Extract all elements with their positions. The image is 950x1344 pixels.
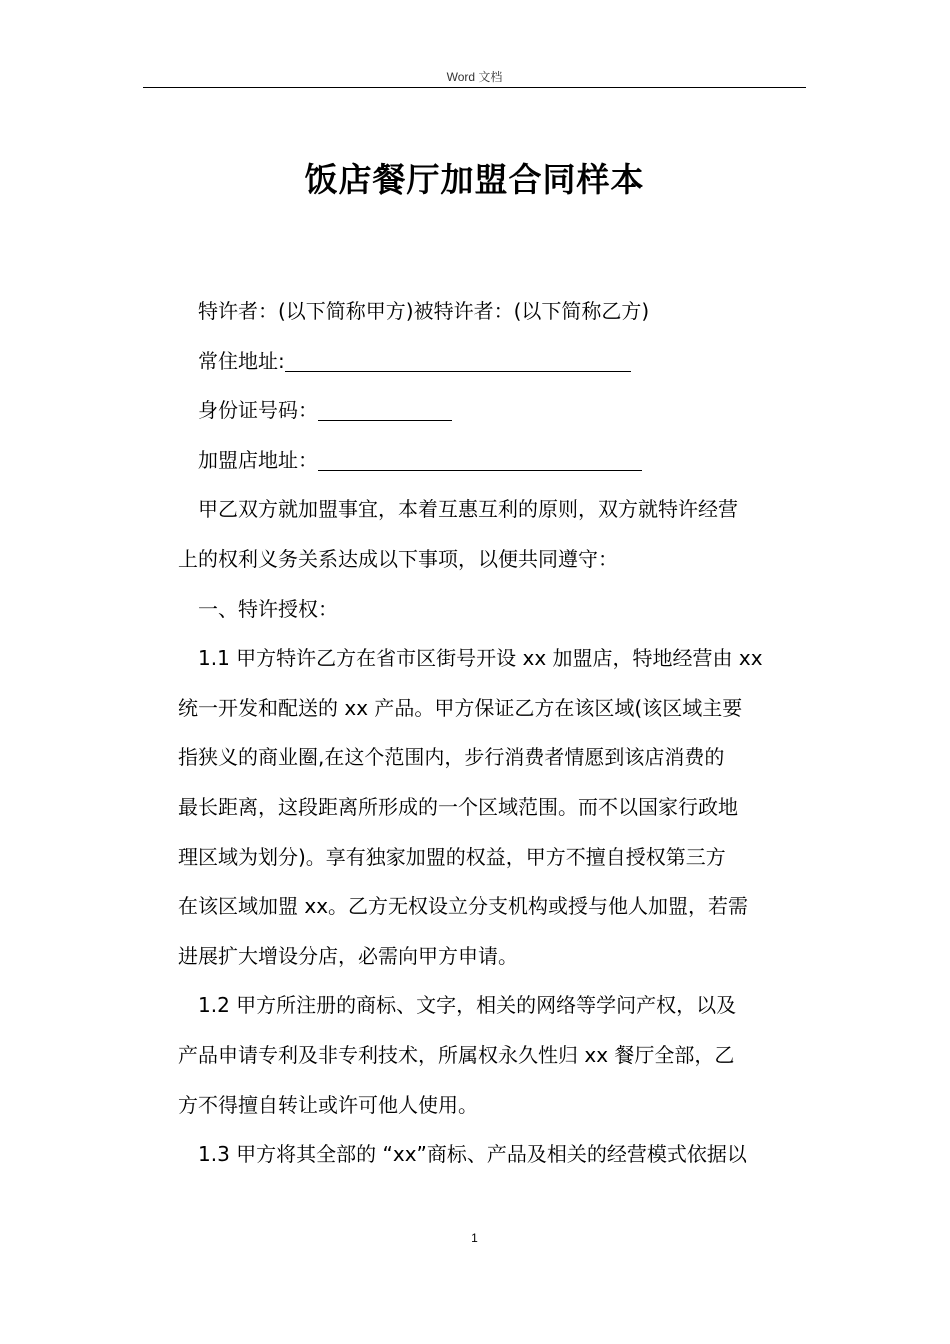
header-divider bbox=[143, 87, 806, 88]
residence-label: 常住地址: bbox=[198, 348, 285, 373]
document-title: 饭店餐厅加盟合同样本 bbox=[304, 160, 645, 199]
paragraph-line: 甲乙双方就加盟事宜，本着互惠互利的原则，双方就特许经营 bbox=[198, 497, 738, 522]
paragraph-line: 进展扩大增设分店，必需向甲方申请。 bbox=[178, 943, 518, 968]
page-header: Word 文档 bbox=[446, 70, 503, 84]
id-blank bbox=[318, 398, 452, 421]
residence-blank bbox=[285, 349, 631, 372]
page-number: 1 bbox=[471, 1231, 478, 1245]
paragraph-line: 1.3 甲方将其全部的 “xx”商标、产品及相关的经营模式依据以 bbox=[198, 1142, 747, 1167]
id-line bbox=[178, 386, 806, 436]
id-label: 身份证号码： bbox=[198, 398, 318, 423]
paragraph-line: 1.1 甲方特许乙方在省市区街号开设 xx 加盟店，特地经营由 xx bbox=[198, 646, 763, 671]
store-address-blank bbox=[318, 448, 642, 471]
paragraph-line: 产品申请专利及非专利技术，所属权永久性归 xx 餐厅全部，乙 bbox=[178, 1042, 735, 1067]
paragraph-line: 理区域为划分)。享有独家加盟的权益，甲方不擅自授权第三方 bbox=[178, 844, 726, 869]
store-address-label: 加盟店地址： bbox=[198, 447, 318, 472]
paragraph-line: 1.2 甲方所注册的商标、文字，相关的网络等学问产权，以及 bbox=[198, 993, 737, 1018]
store-address-line bbox=[178, 436, 806, 486]
paragraph-line: 最长距离，这段距离所形成的一个区域范围。而不以国家行政地 bbox=[178, 794, 738, 819]
paragraph-line: 上的权利义务关系达成以下事项，以便共同遵守： bbox=[178, 546, 618, 571]
paragraph-line: 统一开发和配送的 xx 产品。甲方保证乙方在该区域(该区域主要 bbox=[178, 695, 743, 720]
paragraph-line: 在该区域加盟 xx。乙方无权设立分支机构或授与他人加盟，若需 bbox=[178, 894, 749, 919]
residence-line bbox=[178, 337, 806, 387]
paragraph-line: 方不得擅自转让或许可他人使用。 bbox=[178, 1092, 478, 1117]
parties-line: 特许者：(以下简称甲方)被特许者：(以下简称乙方) bbox=[198, 299, 650, 323]
section-heading: 一、特许授权： bbox=[198, 596, 338, 621]
document-body bbox=[178, 287, 806, 1180]
paragraph-line: 指狭义的商业圈,在这个范围内，步行消费者情愿到该店消费的 bbox=[178, 745, 725, 770]
